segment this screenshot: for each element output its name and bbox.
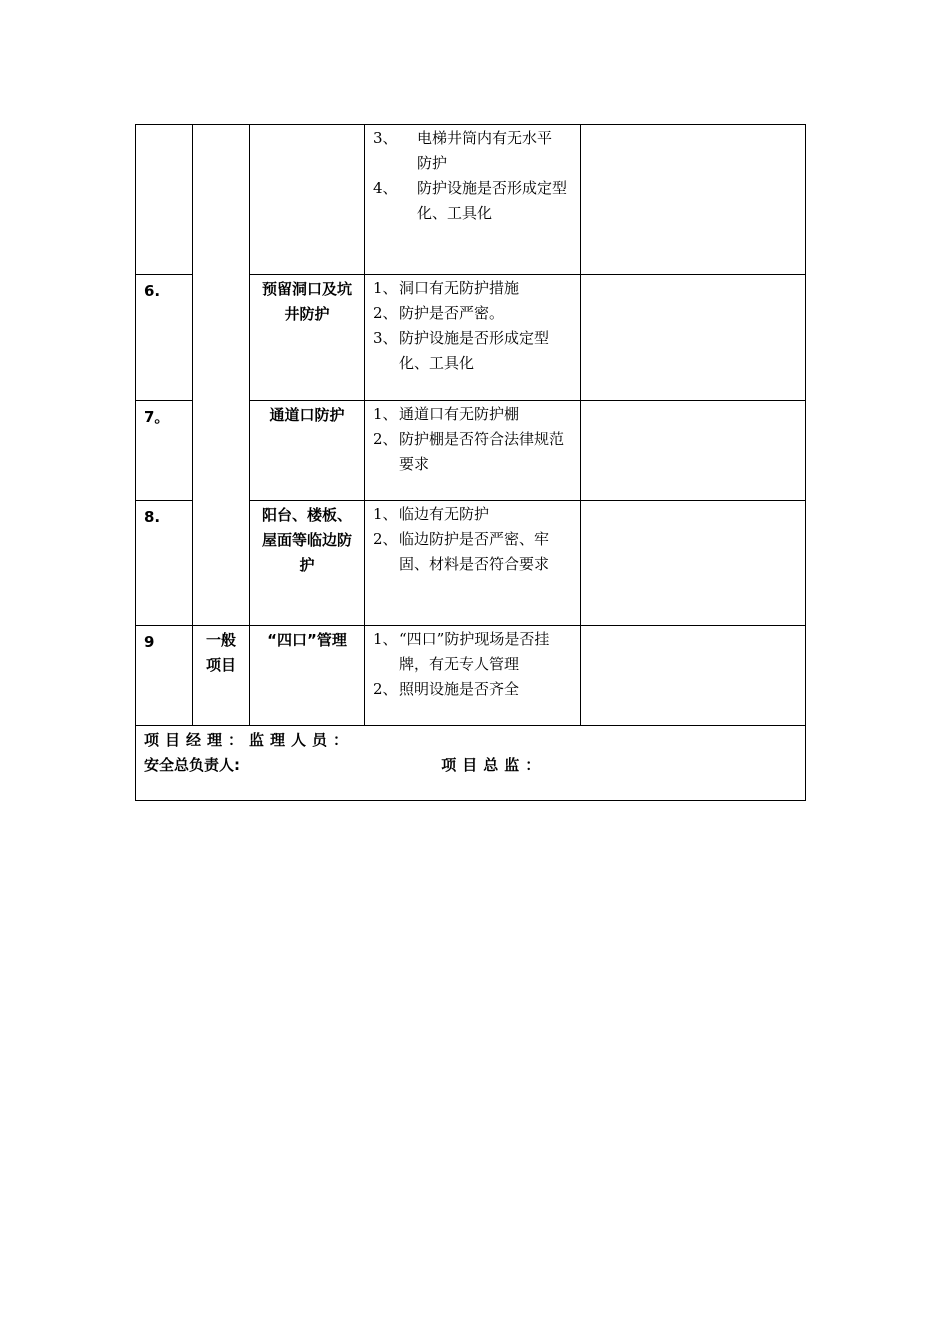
check-item-text: 临边有无防护 <box>399 505 490 523</box>
signature-line-2 <box>144 753 797 778</box>
check-item <box>373 276 574 301</box>
check-item-number: 2、 <box>373 680 398 698</box>
check-content-cell <box>365 275 581 401</box>
check-item-text: 防护设施是否形成定型化、工具化 <box>399 329 550 372</box>
check-item-number: 1、 <box>373 505 398 523</box>
row-number-cell <box>136 125 193 275</box>
inspection-table-page <box>135 124 805 801</box>
check-item <box>373 402 574 427</box>
table-row <box>136 626 806 726</box>
signature-row <box>136 726 806 801</box>
check-item-text: 防护设施是否形成定型化、工具化 <box>417 179 568 222</box>
manager-supervisor-label: 项目经理：监理人员： <box>144 731 355 749</box>
row-number: 9 <box>136 626 193 726</box>
check-item-text <box>417 126 574 176</box>
check-item <box>373 627 574 677</box>
check-item <box>373 126 574 176</box>
check-item <box>373 527 574 577</box>
item-name-cell <box>250 125 365 275</box>
signature-cell <box>136 726 806 801</box>
row-number: 8. <box>136 501 193 626</box>
check-item-number: 2、 <box>373 430 398 448</box>
safety-chief-label: 安全总负责人: <box>144 756 240 774</box>
item-name: 阳台、楼板、屋面等临边防护 <box>250 501 365 626</box>
table-row <box>136 125 806 275</box>
category-label: 一般项目 <box>193 626 250 726</box>
check-item <box>373 502 574 527</box>
check-item-number: 3、 <box>373 329 398 347</box>
result-cell <box>581 275 806 401</box>
item-name: 通道口防护 <box>250 401 365 501</box>
check-item-number: 1、 <box>373 630 398 648</box>
row-number: 7。 <box>136 401 193 501</box>
check-item-text-content: 电梯井筒内有无水平防护 <box>417 129 553 172</box>
check-item-text: 防护棚是否符合法律规范要求 <box>399 430 565 473</box>
check-item-number: 4、 <box>373 179 398 197</box>
check-item <box>373 176 574 226</box>
check-item <box>373 326 574 376</box>
result-cell <box>581 125 806 275</box>
category-cell <box>193 125 250 626</box>
check-item <box>373 677 574 702</box>
check-item-text: 临边防护是否严密、牢固、材料是否符合要求 <box>399 530 550 573</box>
check-content-cell <box>365 626 581 726</box>
check-item <box>373 301 574 326</box>
result-cell <box>581 626 806 726</box>
check-content-cell <box>365 501 581 626</box>
check-item-number: 1、 <box>373 279 398 297</box>
result-cell <box>581 501 806 626</box>
check-item-number: 1、 <box>373 405 398 423</box>
check-content-cell <box>365 125 581 275</box>
check-item-number: 3、 <box>373 129 398 147</box>
row-number: 6. <box>136 275 193 401</box>
check-item-text: “四口”防护现场是否挂牌，有无专人管理 <box>399 630 550 673</box>
signature-line-1 <box>144 728 797 753</box>
check-content-cell <box>365 401 581 501</box>
check-item-text: 通道口有无防护棚 <box>399 405 520 423</box>
check-item-text: 洞口有无防护措施 <box>399 279 520 297</box>
item-name: “四口”管理 <box>250 626 365 726</box>
check-item-text: 防护是否严密。 <box>399 304 505 322</box>
item-name: 预留洞口及坑井防护 <box>250 275 365 401</box>
check-item-number: 2、 <box>373 304 398 322</box>
inspection-table <box>135 124 806 801</box>
check-item <box>373 427 574 477</box>
check-item-text: 照明设施是否齐全 <box>399 680 520 698</box>
chief-supervisor-label: 项目总监： <box>441 756 547 774</box>
check-item-number: 2、 <box>373 530 398 548</box>
result-cell <box>581 401 806 501</box>
